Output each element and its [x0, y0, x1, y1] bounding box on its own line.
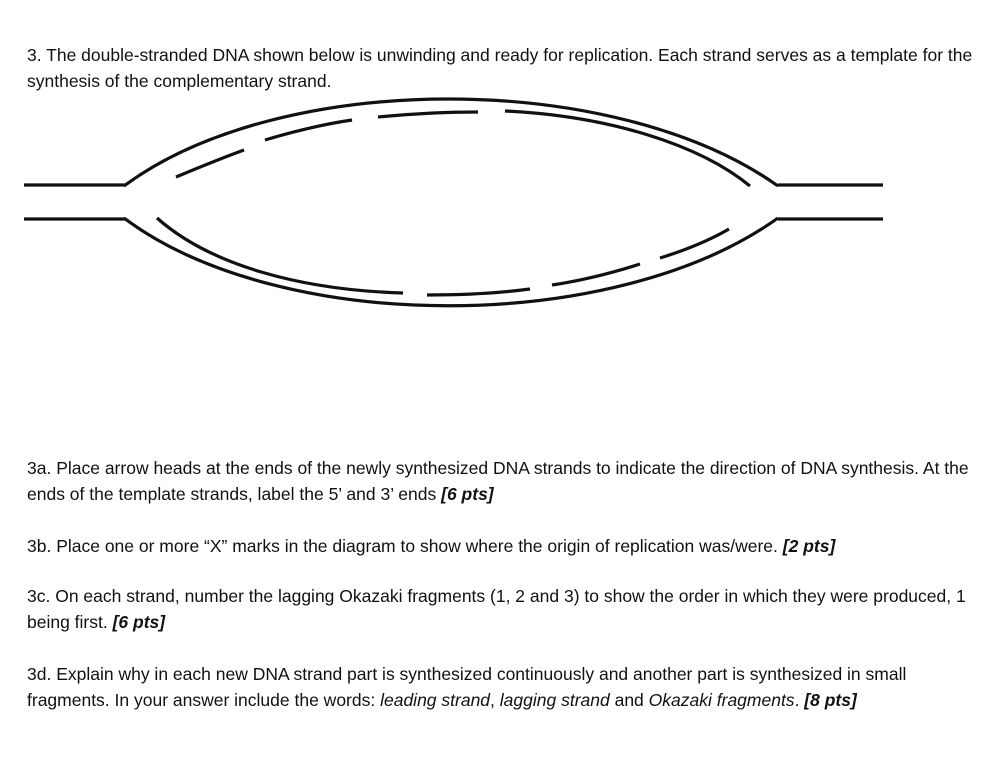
question-3d-points: [8 pts] — [804, 690, 857, 710]
question-3c-points: [6 pts] — [112, 612, 166, 632]
top-okazaki-fragment — [176, 150, 244, 177]
question-3b-text: 3b. Place one or more “X” marks in the diagram to show where the origin of replication was/were. — [27, 536, 783, 556]
top-okazaki-fragment — [265, 120, 352, 140]
bottom-template-strand — [124, 218, 778, 306]
question-3b-points: [2 pts] — [782, 536, 836, 556]
question-intro: 3. The double-stranded DNA shown below is unwinding and ready for replication. Each strand serves as a template for the synthesis of the complementary strand. — [27, 45, 973, 91]
top-okazaki-fragment — [378, 112, 478, 117]
term-leading-strand: leading strand — [380, 690, 491, 710]
question-3c — [27, 583, 977, 635]
question-3d-separator: , — [490, 690, 500, 710]
question-3d-separator: and — [609, 690, 649, 710]
bottom-new-strand-leading — [157, 218, 403, 293]
question-3b — [27, 533, 977, 559]
question-3a-points: [6 pts] — [441, 484, 494, 504]
bottom-okazaki-fragment — [552, 264, 640, 285]
top-new-strand-leading — [505, 111, 750, 186]
question-3a — [27, 455, 977, 507]
bottom-okazaki-fragment — [660, 229, 729, 258]
top-template-strand — [124, 99, 778, 186]
question-3c-text: 3c. On each strand, number the lagging Okazaki fragments (1, 2 and 3) to show the order in which they were produced, 1 being first. — [27, 586, 966, 632]
term-okazaki-fragments: Okazaki fragments — [648, 690, 795, 710]
question-3d — [27, 661, 977, 713]
term-lagging-strand: lagging strand — [499, 690, 610, 710]
question-3d-text: 3d. Explain why in each new DNA strand part is synthesized continuously and another part is synthesized in small fragments. In your answer include the words: — [27, 664, 907, 710]
bottom-okazaki-fragment — [427, 289, 530, 295]
question-3a-text: 3a. Place arrow heads at the ends of the newly synthesized DNA strands to indicate the direction of DNA synthesis. At the ends of the template strands, label the 5’ and 3’ ends — [27, 458, 969, 504]
question-3d-separator: . — [794, 690, 805, 710]
